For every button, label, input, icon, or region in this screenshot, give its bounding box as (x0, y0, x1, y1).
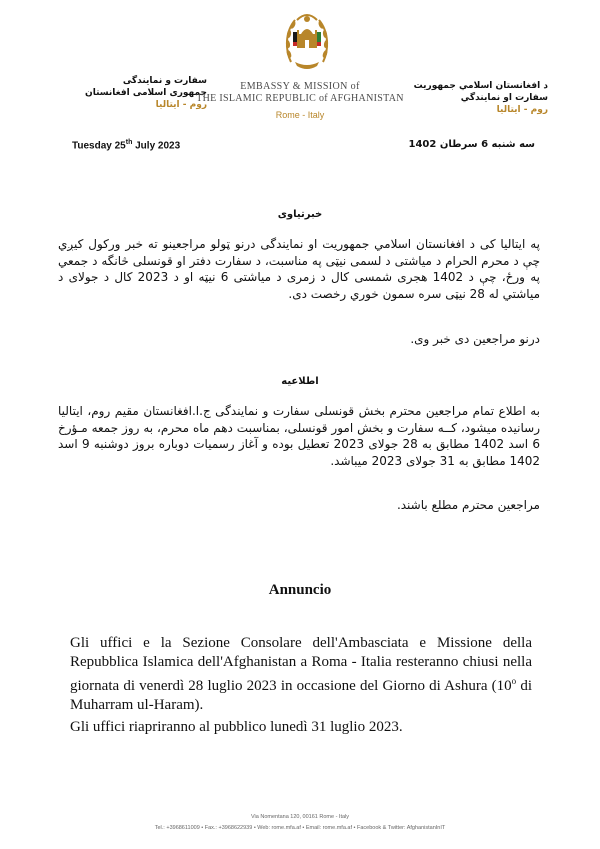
italian-title: Annuncio (268, 582, 332, 598)
header-dari-line2: جمهوری اسلامی افغانستان (85, 88, 207, 98)
date-english (72, 139, 180, 151)
date-persian: سه شنبه 6 سرطان 1402 (408, 139, 535, 150)
national-emblem-icon (283, 10, 331, 72)
italian-body-part1: Gli uffici e la Sezione Consolare dell'Ambasciata e Missione della Repubblica Islamica dell'Afghanistan a Roma - Italia resteranno chiusi nella giornata di venerdì 28 luglio 2023 in occasione del Giorno di Ashura (10 (70, 635, 532, 694)
italian-body (70, 634, 532, 715)
dari-title: اطلاعیه (281, 376, 319, 387)
header-english-block (185, 81, 415, 120)
pashto-body: په ایتالیا کی د افغانستان اسلامي جمهوریت او نمایندگی درنو ټولو مراجعینو ته خبر ورکول کيږي چې د محرم الحرام د میاشتی د لسمی نیټی په مناسبت، د سفارت دفتر او قونسلی څانگه د جمعي په ورځ، چې د 1402 هجری شمسی کال د زمری د میاشتی 6 نیټه او د 2023 کال د جولای د میاشتي له 28 نیټی سره سمون خوري رخصت دی. (58, 237, 540, 301)
footer-address: Via Nomentana 120, 00161 Rome - Italy (250, 814, 350, 820)
dari-body: به اطلاع تمام مراجعین محترم بخش قونسلی سفارت و نمایندگی ج.ا.افغانستان مقیم روم، ایتالیا رسانیده میشود، کــه سفارت و بخش امور قونسلی، بمناسبت دهم ماه محرم، به روز جمعه مـؤرخ 6 اسد 1402 مطابق به 28 جولای 2023 تعطیل بوده و آغاز رسمیات دوباره بروز دوشنبه 9 اسد 1402 مطابق به 31 جولای 2023 میباشد. (58, 404, 540, 468)
header-dari-city: روم - ایتالیا (155, 100, 207, 110)
pashto-title: خبرتیاوی (277, 209, 323, 220)
italian-body-part2: di Muharram ul-Haram). (70, 678, 532, 713)
date-english-suffix: th (125, 139, 133, 146)
header-pashto-city: روم - ایتالیا (496, 105, 548, 115)
header-pashto-line1: د افغانستان اسلامي جمهوريت (413, 81, 548, 91)
header-pashto-line2: سفارت او نمايندگي (460, 93, 548, 103)
date-english-rest: July 2023 (132, 140, 181, 152)
pashto-closing: درنو مراجعین دی خبر وی. (410, 332, 540, 346)
header-pashto-block (400, 80, 548, 116)
italian-closing: Gli uffici riapriranno al pubblico lunedì 31 luglio 2023. (70, 719, 403, 735)
header-english-line2: THE ISLAMIC REPUBLIC of AFGHANISTAN (196, 93, 404, 104)
header-english-city: Rome - Italy (275, 110, 325, 120)
italian-degree-sup: o (511, 676, 517, 686)
header-english-line1: EMBASSY & MISSION of (240, 81, 360, 92)
header-dari-line1: سفارت و نمایندگی (122, 76, 207, 86)
footer-contact: Tel.: +3968611009 • Fax.: +3968622939 • Web: rome.mfa.af • Email: rome.mfa.af • Facebook & Twitter: AfghanistanInIT (154, 825, 446, 831)
date-english-day: Tuesday 25 (72, 140, 126, 152)
dari-closing: مراجعین محترم مطلع باشند. (396, 498, 540, 512)
